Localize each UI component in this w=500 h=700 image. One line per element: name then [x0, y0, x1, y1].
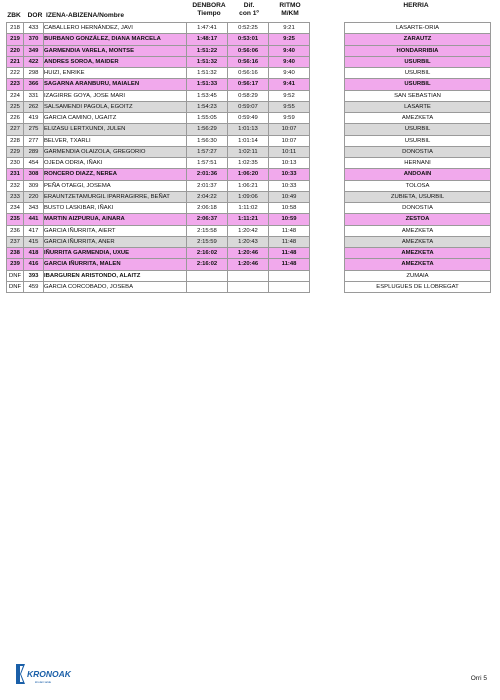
rank-cell: 231 [7, 169, 24, 180]
athlete-name-cell: ERAUNTZETAMURGIL IPARRAGIRRE, BEÑAT [44, 191, 187, 202]
spacer-cell [310, 225, 345, 236]
header-town: HERRIA [403, 2, 429, 9]
rank-cell: 218 [7, 23, 24, 34]
bib-cell: 416 [24, 259, 44, 270]
rank-cell: 222 [7, 68, 24, 79]
time-cell [187, 281, 228, 292]
spacer-cell [310, 124, 345, 135]
athlete-name-cell: GARCIA CAMINO, UGAITZ [44, 113, 187, 124]
time-cell: 2:15:58 [187, 225, 228, 236]
rank-cell: 232 [7, 180, 24, 191]
difference-cell: 1:02:35 [228, 158, 269, 169]
town-cell: HONDARRIBIA [345, 45, 491, 56]
spacer-cell [310, 270, 345, 281]
rank-cell: 238 [7, 248, 24, 259]
bib-cell: 454 [24, 158, 44, 169]
athlete-name-cell: OJEDA ODRIA, IÑAKI [44, 158, 187, 169]
kronoak-logo [12, 661, 74, 687]
athlete-name-cell: BUSTO LASKIBAR, IÑAKI [44, 203, 187, 214]
town-cell: AMEZKETA [345, 248, 491, 259]
difference-cell: 0:56:16 [228, 56, 269, 67]
pace-cell: 10:58 [269, 203, 310, 214]
rank-cell: 225 [7, 101, 24, 112]
spacer-cell [310, 56, 345, 67]
difference-cell: 1:01:14 [228, 135, 269, 146]
difference-cell: 1:20:43 [228, 236, 269, 247]
bib-cell: 418 [24, 248, 44, 259]
result-row [7, 158, 491, 169]
bib-cell: 298 [24, 68, 44, 79]
rank-cell: 239 [7, 259, 24, 270]
rank-cell: 237 [7, 236, 24, 247]
bib-cell: 309 [24, 180, 44, 191]
bib-cell: 370 [24, 34, 44, 45]
athlete-name-cell: GARCIA IÑURRITA, MALEN [44, 259, 187, 270]
result-row [7, 259, 491, 270]
town-cell: AMEZKETA [345, 113, 491, 124]
time-cell: 1:51:32 [187, 56, 228, 67]
bib-cell: 262 [24, 101, 44, 112]
town-cell: TOLOSA [345, 180, 491, 191]
result-row [7, 281, 491, 292]
pace-cell: 9:25 [269, 34, 310, 45]
bib-cell: 220 [24, 191, 44, 202]
difference-cell: 1:20:46 [228, 259, 269, 270]
spacer-cell [310, 248, 345, 259]
difference-cell: 1:06:20 [228, 169, 269, 180]
pace-cell: 9:52 [269, 90, 310, 101]
difference-cell: 1:11:02 [228, 203, 269, 214]
bib-cell: 415 [24, 236, 44, 247]
rank-cell: 223 [7, 79, 24, 90]
pace-cell: 9:40 [269, 45, 310, 56]
spacer-cell [310, 68, 345, 79]
page-number: Orri 5 [470, 675, 487, 682]
pace-cell [269, 270, 310, 281]
bib-cell: 289 [24, 146, 44, 157]
athlete-name-cell: IBARGUREN ARISTONDO, ALAITZ [44, 270, 187, 281]
bib-cell: 459 [24, 281, 44, 292]
spacer-cell [310, 90, 345, 101]
athlete-name-cell: CABALLERO HERNÁNDEZ, JAVI [44, 23, 187, 34]
header-time-line2: Tiempo [197, 10, 221, 17]
difference-cell: 0:56:17 [228, 79, 269, 90]
rank-cell: 224 [7, 90, 24, 101]
time-cell: 2:04:22 [187, 191, 228, 202]
result-row [7, 169, 491, 180]
difference-cell [228, 281, 269, 292]
athlete-name-cell: BURBANO GONZÁLEZ, DIANA MARCELA [44, 34, 187, 45]
time-cell: 1:57:51 [187, 158, 228, 169]
town-cell: DONOSTIA [345, 203, 491, 214]
pace-cell: 10:59 [269, 214, 310, 225]
spacer-cell [310, 191, 345, 202]
spacer-cell [310, 214, 345, 225]
header-pace-line1: RITMO [279, 2, 301, 9]
header-dor: DOR [27, 12, 43, 19]
time-cell: 1:56:29 [187, 124, 228, 135]
time-cell: 2:06:37 [187, 214, 228, 225]
results-header [0, 1, 500, 23]
time-cell: 1:57:27 [187, 146, 228, 157]
result-row [7, 101, 491, 112]
athlete-name-cell: BELVER, TXARLI [44, 135, 187, 146]
rank-cell: 233 [7, 191, 24, 202]
spacer-cell [310, 45, 345, 56]
spacer-cell [310, 158, 345, 169]
town-cell: ZUMAIA [345, 270, 491, 281]
town-cell: AMEZKETA [345, 236, 491, 247]
results-rows [7, 23, 491, 293]
result-row [7, 146, 491, 157]
town-cell: LASARTE-ORIA [345, 23, 491, 34]
time-cell: 1:51:22 [187, 45, 228, 56]
town-cell: ESPLUGUES DE LLOBREGAT [345, 281, 491, 292]
bib-cell: 366 [24, 79, 44, 90]
athlete-name-cell: RONCERO DIAZZ, NEREA [44, 169, 187, 180]
spacer-cell [310, 34, 345, 45]
result-row [7, 203, 491, 214]
spacer-cell [310, 135, 345, 146]
result-row [7, 248, 491, 259]
town-cell: AMEZKETA [345, 225, 491, 236]
difference-cell: 0:59:49 [228, 113, 269, 124]
difference-cell: 1:06:21 [228, 180, 269, 191]
athlete-name-cell: ANDRES SOROA, MAIDER [44, 56, 187, 67]
time-cell: 1:48:17 [187, 34, 228, 45]
bib-cell: 343 [24, 203, 44, 214]
athlete-name-cell: HUIZI, ENRIKE [44, 68, 187, 79]
pace-cell: 9:59 [269, 113, 310, 124]
difference-cell: 1:20:46 [228, 248, 269, 259]
header-dif-line1: Dif. [243, 2, 255, 9]
time-cell: 1:47:41 [187, 23, 228, 34]
time-cell: 2:06:18 [187, 203, 228, 214]
rank-cell: 227 [7, 124, 24, 135]
time-cell: 1:51:33 [187, 79, 228, 90]
spacer-cell [310, 23, 345, 34]
spacer-cell [310, 236, 345, 247]
rank-cell: 220 [7, 45, 24, 56]
athlete-name-cell: GARCIA CORCOBADO, JOSEBA [44, 281, 187, 292]
bib-cell: 308 [24, 169, 44, 180]
result-row [7, 135, 491, 146]
rank-cell: DNF [7, 270, 24, 281]
rank-cell: DNF [7, 281, 24, 292]
town-cell: ZUBIETA, USURBIL [345, 191, 491, 202]
result-row [7, 90, 491, 101]
town-cell: ZESTOA [345, 214, 491, 225]
pace-cell: 9:40 [269, 68, 310, 79]
time-cell: 2:01:37 [187, 180, 228, 191]
rank-cell: 221 [7, 56, 24, 67]
header-dif-line2: con 1º [239, 10, 259, 17]
spacer-cell [310, 203, 345, 214]
rank-cell: 219 [7, 34, 24, 45]
spacer-cell [310, 259, 345, 270]
spacer-cell [310, 101, 345, 112]
difference-cell: 1:11:21 [228, 214, 269, 225]
time-cell: 1:51:32 [187, 68, 228, 79]
result-row [7, 124, 491, 135]
difference-cell: 1:02:11 [228, 146, 269, 157]
athlete-name-cell: PEÑA OTAEGI, JOSEMA [44, 180, 187, 191]
result-row [7, 79, 491, 90]
athlete-name-cell: IZAGIRRE GOYA, JOSE MARI [44, 90, 187, 101]
pace-cell: 9:21 [269, 23, 310, 34]
difference-cell: 0:58:29 [228, 90, 269, 101]
spacer-cell [310, 180, 345, 191]
logo-subtext: kirolari talde [35, 680, 52, 684]
result-row [7, 191, 491, 202]
town-cell: USURBIL [345, 135, 491, 146]
pace-cell: 10:49 [269, 191, 310, 202]
town-cell: USURBIL [345, 56, 491, 67]
town-cell: USURBIL [345, 124, 491, 135]
result-row [7, 45, 491, 56]
pace-cell: 10:11 [269, 146, 310, 157]
header-name: IZENA-ABIZENA/Nombre [46, 12, 125, 19]
town-cell: USURBIL [345, 68, 491, 79]
difference-cell: 0:52:25 [228, 23, 269, 34]
result-row [7, 214, 491, 225]
pace-cell: 9:41 [269, 79, 310, 90]
town-cell: ZARAUTZ [345, 34, 491, 45]
result-row [7, 225, 491, 236]
difference-cell: 1:09:06 [228, 191, 269, 202]
bib-cell: 422 [24, 56, 44, 67]
bib-cell: 419 [24, 113, 44, 124]
header-difference [230, 2, 268, 18]
time-cell: 2:16:02 [187, 259, 228, 270]
athlete-name-cell: ELIZASU LERTXUNDI, JULEN [44, 124, 187, 135]
pace-cell: 11:48 [269, 259, 310, 270]
time-cell: 2:15:59 [187, 236, 228, 247]
town-cell: USURBIL [345, 79, 491, 90]
result-row [7, 113, 491, 124]
result-row [7, 68, 491, 79]
pace-cell: 11:48 [269, 248, 310, 259]
bib-cell: 441 [24, 214, 44, 225]
athlete-name-cell: GARCIA IÑURRITA, ANER [44, 236, 187, 247]
time-cell [187, 270, 228, 281]
pace-cell: 9:55 [269, 101, 310, 112]
spacer-cell [310, 281, 345, 292]
logo-text: KRONOAK [27, 669, 71, 679]
header-zbk: ZBK [7, 12, 21, 19]
time-cell: 1:56:30 [187, 135, 228, 146]
difference-cell: 0:53:01 [228, 34, 269, 45]
difference-cell: 0:56:16 [228, 68, 269, 79]
time-cell: 1:54:23 [187, 101, 228, 112]
athlete-name-cell: GARMENDIA VARELA, MONTSE [44, 45, 187, 56]
difference-cell: 1:01:13 [228, 124, 269, 135]
difference-cell: 0:56:06 [228, 45, 269, 56]
header-pace [271, 2, 309, 18]
town-cell: HERNANI [345, 158, 491, 169]
spacer-cell [310, 146, 345, 157]
town-cell: AMEZKETA [345, 259, 491, 270]
bib-cell: 393 [24, 270, 44, 281]
result-row [7, 180, 491, 191]
rank-cell: 226 [7, 113, 24, 124]
difference-cell [228, 270, 269, 281]
header-time [190, 2, 228, 18]
pace-cell: 10:13 [269, 158, 310, 169]
pace-cell: 10:07 [269, 124, 310, 135]
time-cell: 1:53:45 [187, 90, 228, 101]
time-cell: 2:16:02 [187, 248, 228, 259]
bib-cell: 349 [24, 45, 44, 56]
athlete-name-cell: SAGARNA ARANBURU, MAIALEN [44, 79, 187, 90]
town-cell: SAN SEBASTIAN [345, 90, 491, 101]
town-cell: ANDOAIN [345, 169, 491, 180]
athlete-name-cell: GARMENDIA OLAIZOLA, GREGORIO [44, 146, 187, 157]
pace-cell: 11:48 [269, 225, 310, 236]
spacer-cell [310, 113, 345, 124]
result-row [7, 270, 491, 281]
rank-cell: 235 [7, 214, 24, 225]
rank-cell: 234 [7, 203, 24, 214]
pace-cell: 10:33 [269, 169, 310, 180]
pace-cell: 11:48 [269, 236, 310, 247]
town-cell: DONOSTIA [345, 146, 491, 157]
bib-cell: 277 [24, 135, 44, 146]
athlete-name-cell: GARCIA IÑURRITA, AIERT [44, 225, 187, 236]
pace-cell: 10:33 [269, 180, 310, 191]
bib-cell: 331 [24, 90, 44, 101]
athlete-name-cell: MARTIN AIZPURUA, AINARA [44, 214, 187, 225]
header-time-line1: DENBORA [192, 2, 226, 9]
bib-cell: 433 [24, 23, 44, 34]
result-row [7, 34, 491, 45]
pace-cell [269, 281, 310, 292]
difference-cell: 0:59:07 [228, 101, 269, 112]
result-row [7, 236, 491, 247]
time-cell: 2:01:36 [187, 169, 228, 180]
result-row [7, 56, 491, 67]
pace-cell: 10:07 [269, 135, 310, 146]
spacer-cell [310, 169, 345, 180]
rank-cell: 229 [7, 146, 24, 157]
rank-cell: 228 [7, 135, 24, 146]
bib-cell: 275 [24, 124, 44, 135]
difference-cell: 1:20:42 [228, 225, 269, 236]
spacer-cell [310, 79, 345, 90]
town-cell: LASARTE [345, 101, 491, 112]
athlete-name-cell: SALSAMENDI PAGOLA, EGOITZ [44, 101, 187, 112]
rank-cell: 230 [7, 158, 24, 169]
athlete-name-cell: IÑURRITA GARMENDIA, UXUE [44, 248, 187, 259]
results-table [6, 22, 491, 293]
time-cell: 1:55:05 [187, 113, 228, 124]
header-pace-line2: M/KM [281, 10, 299, 17]
bib-cell: 417 [24, 225, 44, 236]
result-row [7, 23, 491, 34]
rank-cell: 236 [7, 225, 24, 236]
kronoak-logo-graphic [12, 661, 74, 687]
pace-cell: 9:40 [269, 56, 310, 67]
